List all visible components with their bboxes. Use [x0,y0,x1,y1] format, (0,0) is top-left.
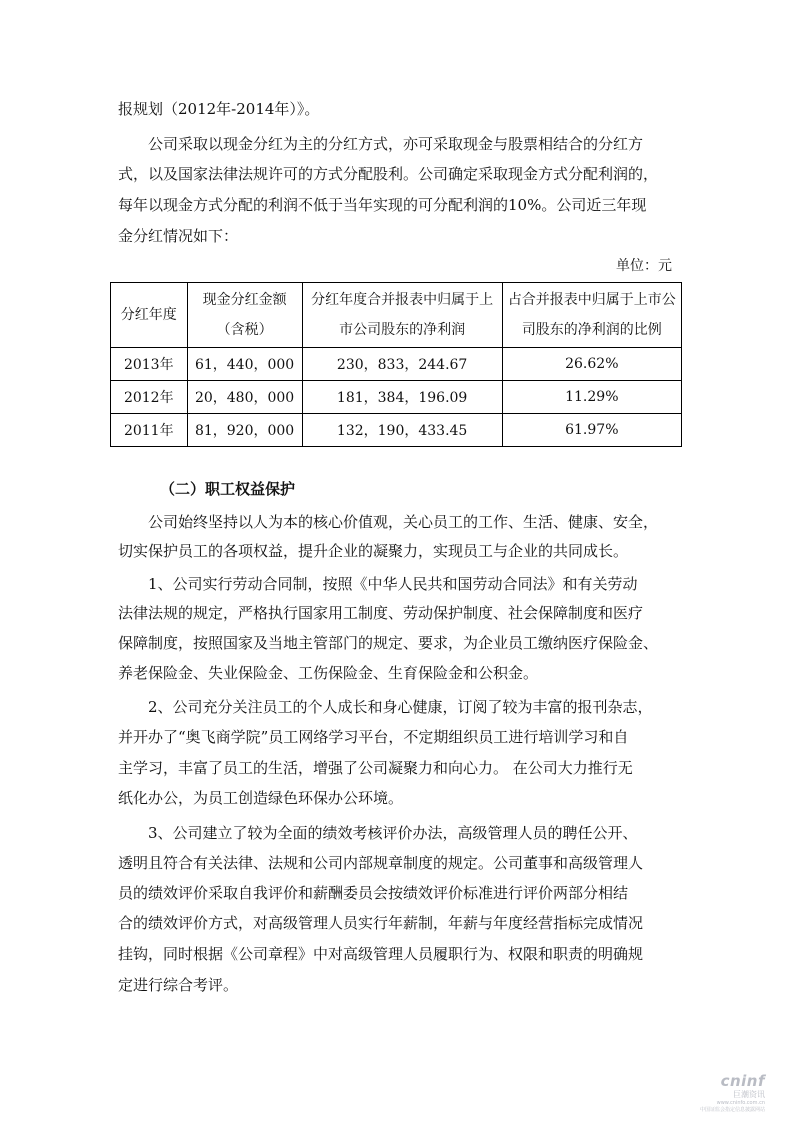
table-row [111,381,682,414]
cninfo-watermark [675,1072,765,1114]
paragraph-line: 2、公司充分关注员工的个人成长和身心健康，订阅了较为丰富的报刊杂志， [118,698,653,716]
paragraph-line: 保障制度，按照国家及当地主管部门的规定、要求，为企业员工缴纳医疗保险金、 [118,634,659,652]
cell-net-profit: 181，384，196.09 [302,381,502,414]
paragraph-line: 报规划（2012年-2014年）》。 [118,100,320,118]
paragraph-line: 定进行综合考评。 [118,976,239,994]
cell-cash-dividend: 20，480，000 [187,381,302,414]
paragraph-line: 1、公司实行劳动合同制，按照《中华人民共和国劳动合同法》和有关劳动 [118,575,638,593]
cell-ratio: 11.29% [502,381,681,414]
unit-label: 单位：元 [616,258,672,274]
cell-year: 2011年 [111,414,188,447]
header-net-profit: 分红年度合并报表中归属于上市公司股东的净利润 [302,283,502,348]
cell-cash-dividend: 61，440，000 [187,348,302,381]
cell-ratio: 26.62% [502,348,681,381]
paragraph-line: 纸化办公，为员工创造绿色环保办公环境。 [118,789,404,807]
paragraph-line: 公司始终坚持以人为本的核心价值观，关心员工的工作、生活、健康、安全， [118,513,659,531]
header-ratio: 占合并报表中归属于上市公司股东的净利润的比例 [502,283,681,348]
header-cash-dividend: 现金分红金额（含税） [187,283,302,348]
watermark-url: www.cninfo.com.cn [716,1100,765,1106]
cell-year: 2013年 [111,348,188,381]
paragraph-line: 员的绩效评价采取自我评价和薪酬委员会按绩效评价标准进行评价两部分相结 [118,884,629,902]
cell-net-profit: 230，833，244.67 [302,348,502,381]
cell-ratio: 61.97% [502,414,681,447]
paragraph-line: 3、公司建立了较为全面的绩效考核评价办法，高级管理人员的聘任公开、 [118,824,638,842]
paragraph-line: 法律法规的规定，严格执行国家用工制度、劳动保护制度、社会保障制度和医疗 [118,604,644,622]
paragraph-line: 养老保险金、失业保险金、工伤保险金、生育保险金和公积金。 [118,664,539,682]
cell-net-profit: 132，190，433.45 [302,414,502,447]
paragraph-line: 并开办了“奥飞商学院”员工网络学习平台，不定期组织员工进行培训学习和自 [118,728,629,746]
paragraph-line: 每年以现金方式分配的利润不低于当年实现的可分配利润的10%。公司近三年现 [118,196,647,214]
cninfo-logo: cninf [720,1072,765,1090]
paragraph-line: 公司采取以现金分红为主的分红方式，亦可采取现金与股票相结合的分红方 [118,135,644,153]
table-row [111,414,682,447]
cell-year: 2012年 [111,381,188,414]
table-row [111,348,682,381]
cell-cash-dividend: 81，920，000 [187,414,302,447]
paragraph-line: 挂钩，同时根据《公司章程》中对高级管理人员履职行为、权限和职责的明确规 [118,945,644,963]
paragraph-line: 切实保护员工的各项权益，提升企业的凝聚力，实现员工与企业的共同成长。 [118,542,629,560]
section-heading: （二）职工权益保护 [160,480,296,498]
paragraph-line: 透明且符合有关法律、法规和公司内部规章制度的规定。公司董事和高级管理人 [118,854,644,872]
dividend-table [110,282,682,447]
watermark-name: 巨潮资讯 [733,1090,765,1099]
paragraph-line: 金分红情况如下： [118,227,239,245]
paragraph-line: 合的绩效评价方式，对高级管理人员实行年薪制，年薪与年度经营指标完成情况 [118,914,644,932]
paragraph-line: 主学习，丰富了员工的生活，增强了公司凝聚力和向心力。 在公司大力推行无 [118,759,633,777]
table-header-row [111,283,682,348]
paragraph-line: 式，以及国家法律法规许可的方式分配股利。公司确定采取现金方式分配利润的， [118,165,659,183]
header-year: 分红年度 [111,283,188,348]
watermark-tagline: 中国证监会指定信息披露网站 [699,1107,765,1113]
